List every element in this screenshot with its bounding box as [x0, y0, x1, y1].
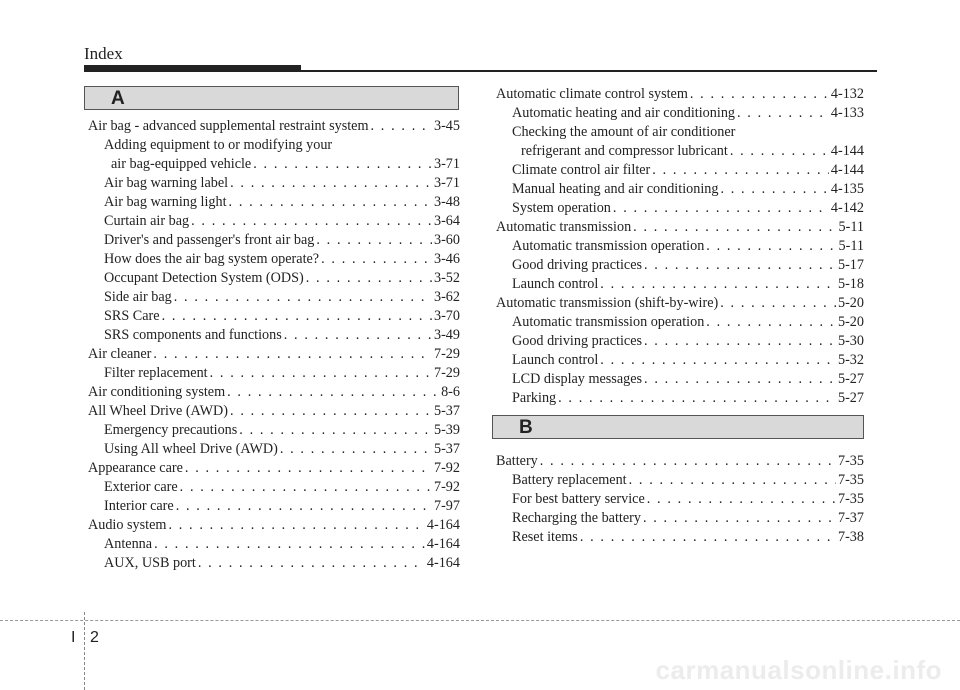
index-entry: Automatic climate control system . . . 4-132	[496, 85, 864, 104]
index-entry: Air cleaner . . . 7-29	[88, 345, 460, 364]
index-entry: Antenna . . . 4-164	[104, 535, 460, 554]
index-entry: Automatic transmission operation . . . 5-11	[512, 237, 864, 256]
index-entry: Automatic transmission operation . . . 5-20	[512, 313, 864, 332]
index-entry: Manual heating and air conditioning . . . 4-135	[512, 180, 864, 199]
index-entry: Automatic heating and air conditioning . . . 4-133	[512, 104, 864, 123]
index-entry: Battery . . . 7-35	[496, 452, 864, 471]
index-entry: Appearance care . . . 7-92	[88, 459, 460, 478]
index-entry: For best battery service . . . 7-35	[512, 490, 864, 509]
index-entry: SRS components and functions . . . 3-49	[104, 326, 460, 345]
index-entry: Filter replacement . . . 7-29	[104, 364, 460, 383]
index-entry: Checking the amount of air conditioner	[512, 124, 736, 140]
index-entry: air bag-equipped vehicle . . . 3-71	[111, 155, 460, 174]
index-entry: Driver's and passenger's front air bag . . . 3-60	[104, 231, 460, 250]
section-letter-b: B	[519, 417, 533, 438]
index-entry: How does the air bag system operate? . . . 3-46	[104, 250, 460, 269]
section-letter-a: A	[111, 88, 125, 109]
index-entry: Emergency precautions . . . 5-39	[104, 421, 460, 440]
header-rule-thick	[84, 65, 301, 72]
index-entry: Air bag warning label . . . 3-71	[104, 174, 460, 193]
index-entry: Exterior care . . . 7-92	[104, 478, 460, 497]
footer-gutter-line	[84, 612, 85, 690]
index-entry: Air bag - advanced supplemental restraint system . . . 3-45	[88, 117, 460, 136]
index-entry: Occupant Detection System (ODS) . . . 3-52	[104, 269, 460, 288]
index-entry: Parking . . . 5-27	[512, 389, 864, 408]
footer-section-letter: I	[71, 629, 76, 646]
index-entry: Battery replacement . . . 7-35	[512, 471, 864, 490]
index-entry: Climate control air filter . . . 4-144	[512, 161, 864, 180]
footer-divider	[0, 620, 960, 621]
index-entry: Air conditioning system . . . 8-6	[88, 383, 460, 402]
index-entry: Audio system . . . 4-164	[88, 516, 460, 535]
index-entry: System operation . . . 4-142	[512, 199, 864, 218]
header-rule-thin	[301, 70, 877, 72]
index-entry: Launch control . . . 5-32	[512, 351, 864, 370]
index-entry: Interior care . . . 7-97	[104, 497, 460, 516]
section-header-a	[84, 86, 459, 110]
page-number: 2	[90, 629, 99, 646]
index-entry: AUX, USB port . . . 4-164	[104, 554, 460, 573]
page-title: Index	[84, 44, 123, 63]
index-entry: Side air bag . . . 3-62	[104, 288, 460, 307]
index-entry: Curtain air bag . . . 3-64	[104, 212, 460, 231]
index-entry: Using All wheel Drive (AWD) . . . 5-37	[104, 440, 460, 459]
index-entry: Good driving practices . . . 5-17	[512, 256, 864, 275]
index-entry: All Wheel Drive (AWD) . . . 5-37	[88, 402, 460, 421]
index-entry: Reset items . . . 7-38	[512, 528, 864, 547]
section-header-b	[492, 415, 864, 439]
watermark: carmanualsonline.info	[655, 655, 942, 685]
index-entry: Air bag warning light . . . 3-48	[104, 193, 460, 212]
index-entry: Recharging the battery . . . 7-37	[512, 509, 864, 528]
index-entry: refrigerant and compressor lubricant . . . 4-144	[521, 142, 864, 161]
index-entry: Automatic transmission . . . 5-11	[496, 218, 864, 237]
index-entry: Adding equipment to or modifying your	[104, 137, 333, 153]
index-entry: Good driving practices . . . 5-30	[512, 332, 864, 351]
index-entry: LCD display messages . . . 5-27	[512, 370, 864, 389]
index-entry: SRS Care . . . 3-70	[104, 307, 460, 326]
index-entry: Launch control . . . 5-18	[512, 275, 864, 294]
index-entry: Automatic transmission (shift-by-wire) . . . 5-20	[496, 294, 864, 313]
